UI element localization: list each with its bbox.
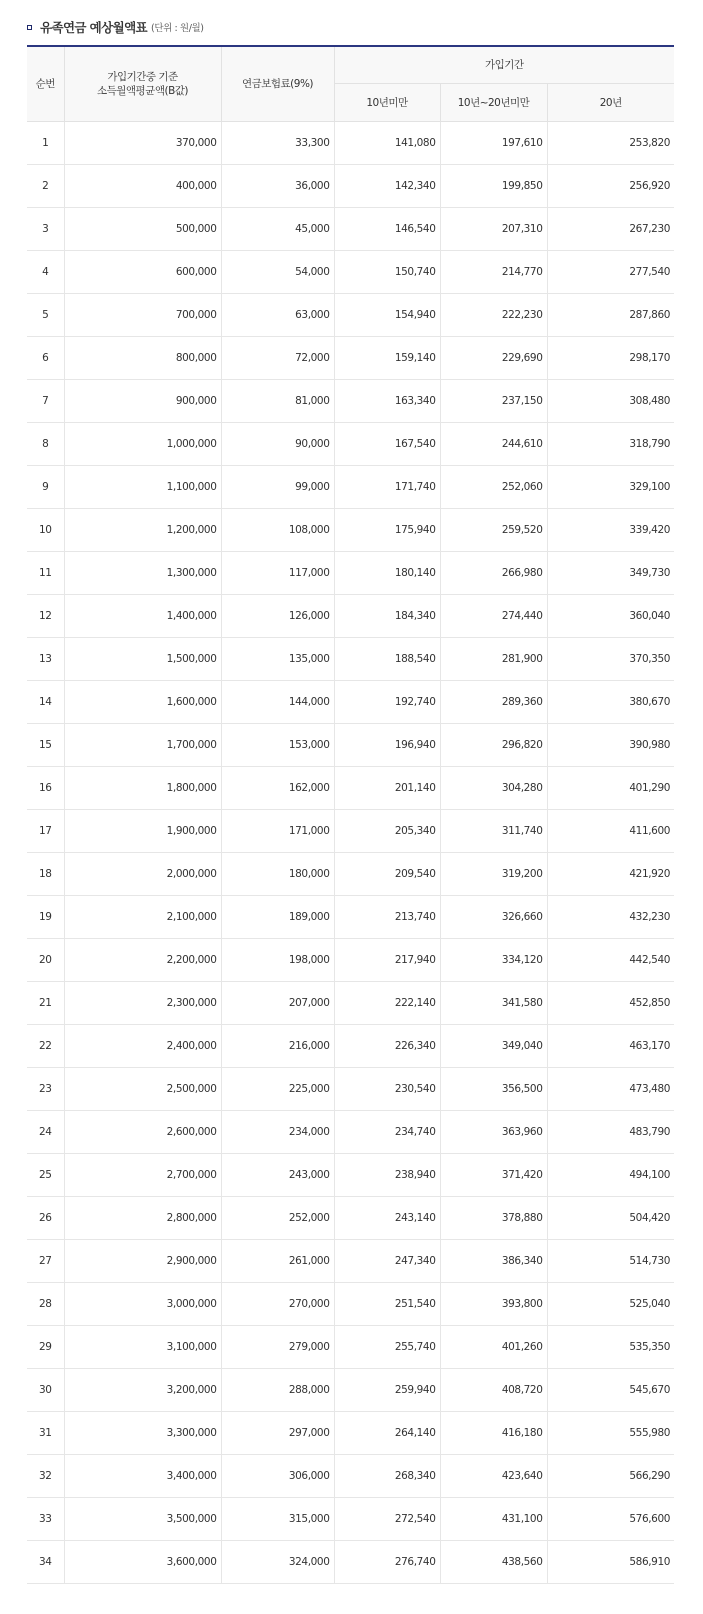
cell-premium: 63,000	[221, 294, 334, 337]
header-under-10-years: 10년미만	[334, 84, 440, 122]
cell-no: 28	[27, 1283, 64, 1326]
cell-income: 1,600,000	[64, 681, 221, 724]
cell-income: 1,500,000	[64, 638, 221, 681]
cell-premium: 81,000	[221, 380, 334, 423]
table-row	[27, 251, 674, 294]
cell-20-years: 411,600	[547, 810, 674, 853]
cell-premium: 126,000	[221, 595, 334, 638]
cell-under-10-years: 196,940	[334, 724, 440, 767]
cell-20-years: 494,100	[547, 1154, 674, 1197]
table-row	[27, 1498, 674, 1541]
cell-income: 1,200,000	[64, 509, 221, 552]
cell-10-to-20-years: 408,720	[440, 1369, 547, 1412]
cell-no: 1	[27, 122, 64, 165]
cell-10-to-20-years: 252,060	[440, 466, 547, 509]
cell-under-10-years: 259,940	[334, 1369, 440, 1412]
cell-income: 1,700,000	[64, 724, 221, 767]
cell-10-to-20-years: 207,310	[440, 208, 547, 251]
cell-20-years: 277,540	[547, 251, 674, 294]
cell-premium: 162,000	[221, 767, 334, 810]
table-row	[27, 552, 674, 595]
cell-no: 17	[27, 810, 64, 853]
cell-10-to-20-years: 349,040	[440, 1025, 547, 1068]
cell-income: 2,600,000	[64, 1111, 221, 1154]
cell-under-10-years: 175,940	[334, 509, 440, 552]
cell-10-to-20-years: 259,520	[440, 509, 547, 552]
cell-no: 14	[27, 681, 64, 724]
cell-income: 900,000	[64, 380, 221, 423]
table-row	[27, 638, 674, 681]
table-row	[27, 1154, 674, 1197]
cell-no: 33	[27, 1498, 64, 1541]
cell-under-10-years: 163,340	[334, 380, 440, 423]
table-row	[27, 1025, 674, 1068]
cell-income: 1,000,000	[64, 423, 221, 466]
cell-premium: 135,000	[221, 638, 334, 681]
cell-no: 10	[27, 509, 64, 552]
cell-under-10-years: 201,140	[334, 767, 440, 810]
cell-no: 31	[27, 1412, 64, 1455]
cell-no: 18	[27, 853, 64, 896]
title-text: 유족연금 예상월액표	[40, 20, 148, 35]
cell-20-years: 370,350	[547, 638, 674, 681]
table-row	[27, 1068, 674, 1111]
cell-20-years: 483,790	[547, 1111, 674, 1154]
cell-10-to-20-years: 304,280	[440, 767, 547, 810]
table-row	[27, 380, 674, 423]
table-title	[27, 16, 204, 38]
cell-income: 700,000	[64, 294, 221, 337]
table-row	[27, 595, 674, 638]
cell-under-10-years: 184,340	[334, 595, 440, 638]
cell-under-10-years: 171,740	[334, 466, 440, 509]
cell-income: 400,000	[64, 165, 221, 208]
cell-under-10-years: 238,940	[334, 1154, 440, 1197]
cell-20-years: 380,670	[547, 681, 674, 724]
header-income-line2: 소득월액평균액(B값)	[96, 85, 189, 97]
table-row	[27, 939, 674, 982]
cell-premium: 315,000	[221, 1498, 334, 1541]
cell-premium: 225,000	[221, 1068, 334, 1111]
cell-income: 3,500,000	[64, 1498, 221, 1541]
cell-10-to-20-years: 431,100	[440, 1498, 547, 1541]
cell-no: 11	[27, 552, 64, 595]
cell-no: 3	[27, 208, 64, 251]
cell-income: 1,400,000	[64, 595, 221, 638]
cell-under-10-years: 276,740	[334, 1541, 440, 1584]
cell-premium: 198,000	[221, 939, 334, 982]
table-row	[27, 1541, 674, 1584]
survivor-pension-table	[27, 45, 674, 1584]
cell-20-years: 555,980	[547, 1412, 674, 1455]
title-unit: (단위 : 원/월)	[151, 23, 204, 34]
cell-20-years: 463,170	[547, 1025, 674, 1068]
cell-under-10-years: 255,740	[334, 1326, 440, 1369]
cell-10-to-20-years: 244,610	[440, 423, 547, 466]
cell-no: 21	[27, 982, 64, 1025]
cell-20-years: 432,230	[547, 896, 674, 939]
cell-20-years: 401,290	[547, 767, 674, 810]
table-row	[27, 1111, 674, 1154]
cell-premium: 36,000	[221, 165, 334, 208]
cell-10-to-20-years: 326,660	[440, 896, 547, 939]
cell-premium: 324,000	[221, 1541, 334, 1584]
cell-premium: 279,000	[221, 1326, 334, 1369]
cell-income: 370,000	[64, 122, 221, 165]
cell-income: 1,100,000	[64, 466, 221, 509]
cell-no: 26	[27, 1197, 64, 1240]
cell-income: 2,800,000	[64, 1197, 221, 1240]
cell-income: 600,000	[64, 251, 221, 294]
cell-income: 2,000,000	[64, 853, 221, 896]
cell-premium: 108,000	[221, 509, 334, 552]
header-premium: 연금보험료(9%)	[221, 46, 334, 122]
cell-10-to-20-years: 356,500	[440, 1068, 547, 1111]
cell-20-years: 504,420	[547, 1197, 674, 1240]
table-row	[27, 165, 674, 208]
cell-no: 2	[27, 165, 64, 208]
cell-10-to-20-years: 334,120	[440, 939, 547, 982]
cell-no: 29	[27, 1326, 64, 1369]
cell-10-to-20-years: 386,340	[440, 1240, 547, 1283]
cell-no: 15	[27, 724, 64, 767]
cell-10-to-20-years: 371,420	[440, 1154, 547, 1197]
cell-under-10-years: 217,940	[334, 939, 440, 982]
cell-income: 1,900,000	[64, 810, 221, 853]
header-income-line1: 가입기간중 기준	[107, 71, 178, 83]
cell-under-10-years: 234,740	[334, 1111, 440, 1154]
cell-income: 3,400,000	[64, 1455, 221, 1498]
cell-20-years: 452,850	[547, 982, 674, 1025]
cell-premium: 180,000	[221, 853, 334, 896]
cell-premium: 297,000	[221, 1412, 334, 1455]
cell-no: 20	[27, 939, 64, 982]
cell-premium: 99,000	[221, 466, 334, 509]
cell-income: 3,300,000	[64, 1412, 221, 1455]
cell-20-years: 287,860	[547, 294, 674, 337]
cell-20-years: 256,920	[547, 165, 674, 208]
cell-no: 30	[27, 1369, 64, 1412]
cell-premium: 90,000	[221, 423, 334, 466]
cell-under-10-years: 268,340	[334, 1455, 440, 1498]
table-body	[27, 122, 674, 1584]
cell-under-10-years: 209,540	[334, 853, 440, 896]
cell-no: 25	[27, 1154, 64, 1197]
header-20-years: 20년	[547, 84, 674, 122]
cell-income: 2,400,000	[64, 1025, 221, 1068]
cell-premium: 252,000	[221, 1197, 334, 1240]
cell-20-years: 329,100	[547, 466, 674, 509]
cell-no: 4	[27, 251, 64, 294]
cell-20-years: 566,290	[547, 1455, 674, 1498]
cell-no: 6	[27, 337, 64, 380]
cell-10-to-20-years: 341,580	[440, 982, 547, 1025]
cell-10-to-20-years: 266,980	[440, 552, 547, 595]
cell-10-to-20-years: 296,820	[440, 724, 547, 767]
cell-no: 8	[27, 423, 64, 466]
cell-under-10-years: 146,540	[334, 208, 440, 251]
cell-no: 24	[27, 1111, 64, 1154]
cell-premium: 33,300	[221, 122, 334, 165]
cell-under-10-years: 247,340	[334, 1240, 440, 1283]
cell-under-10-years: 150,740	[334, 251, 440, 294]
cell-under-10-years: 205,340	[334, 810, 440, 853]
cell-under-10-years: 188,540	[334, 638, 440, 681]
cell-under-10-years: 222,140	[334, 982, 440, 1025]
cell-under-10-years: 180,140	[334, 552, 440, 595]
cell-income: 2,500,000	[64, 1068, 221, 1111]
table-row	[27, 1197, 674, 1240]
cell-10-to-20-years: 378,880	[440, 1197, 547, 1240]
cell-10-to-20-years: 393,800	[440, 1283, 547, 1326]
table-row	[27, 810, 674, 853]
cell-premium: 261,000	[221, 1240, 334, 1283]
cell-premium: 243,000	[221, 1154, 334, 1197]
cell-20-years: 514,730	[547, 1240, 674, 1283]
header-no: 순번	[27, 46, 64, 122]
cell-20-years: 339,420	[547, 509, 674, 552]
cell-10-to-20-years: 229,690	[440, 337, 547, 380]
cell-premium: 234,000	[221, 1111, 334, 1154]
cell-20-years: 545,670	[547, 1369, 674, 1412]
cell-10-to-20-years: 416,180	[440, 1412, 547, 1455]
cell-income: 500,000	[64, 208, 221, 251]
cell-20-years: 586,910	[547, 1541, 674, 1584]
cell-20-years: 525,040	[547, 1283, 674, 1326]
cell-10-to-20-years: 281,900	[440, 638, 547, 681]
square-bullet-icon	[27, 25, 32, 30]
table-row	[27, 1283, 674, 1326]
cell-10-to-20-years: 199,850	[440, 165, 547, 208]
table-row	[27, 466, 674, 509]
cell-no: 23	[27, 1068, 64, 1111]
cell-income: 2,200,000	[64, 939, 221, 982]
cell-10-to-20-years: 438,560	[440, 1541, 547, 1584]
cell-20-years: 298,170	[547, 337, 674, 380]
cell-20-years: 390,980	[547, 724, 674, 767]
cell-under-10-years: 213,740	[334, 896, 440, 939]
table-row	[27, 337, 674, 380]
table-row	[27, 122, 674, 165]
cell-20-years: 349,730	[547, 552, 674, 595]
cell-premium: 306,000	[221, 1455, 334, 1498]
table-row	[27, 896, 674, 939]
table-row	[27, 423, 674, 466]
cell-premium: 54,000	[221, 251, 334, 294]
cell-20-years: 535,350	[547, 1326, 674, 1369]
cell-income: 3,000,000	[64, 1283, 221, 1326]
cell-no: 32	[27, 1455, 64, 1498]
header-income	[64, 46, 221, 122]
cell-under-10-years: 141,080	[334, 122, 440, 165]
table-row	[27, 681, 674, 724]
cell-20-years: 442,540	[547, 939, 674, 982]
cell-no: 27	[27, 1240, 64, 1283]
cell-premium: 144,000	[221, 681, 334, 724]
cell-premium: 207,000	[221, 982, 334, 1025]
table-row	[27, 1369, 674, 1412]
cell-20-years: 421,920	[547, 853, 674, 896]
cell-no: 16	[27, 767, 64, 810]
cell-premium: 288,000	[221, 1369, 334, 1412]
cell-20-years: 360,040	[547, 595, 674, 638]
header-period: 가입기간	[334, 46, 674, 84]
table-row	[27, 853, 674, 896]
cell-10-to-20-years: 274,440	[440, 595, 547, 638]
cell-under-10-years: 272,540	[334, 1498, 440, 1541]
cell-income: 2,900,000	[64, 1240, 221, 1283]
table-row	[27, 982, 674, 1025]
table-row	[27, 294, 674, 337]
cell-income: 2,300,000	[64, 982, 221, 1025]
cell-20-years: 267,230	[547, 208, 674, 251]
cell-no: 34	[27, 1541, 64, 1584]
cell-income: 800,000	[64, 337, 221, 380]
cell-no: 9	[27, 466, 64, 509]
cell-income: 1,300,000	[64, 552, 221, 595]
cell-no: 7	[27, 380, 64, 423]
cell-10-to-20-years: 237,150	[440, 380, 547, 423]
cell-under-10-years: 192,740	[334, 681, 440, 724]
cell-under-10-years: 230,540	[334, 1068, 440, 1111]
cell-premium: 153,000	[221, 724, 334, 767]
cell-10-to-20-years: 363,960	[440, 1111, 547, 1154]
cell-under-10-years: 264,140	[334, 1412, 440, 1455]
header-10-to-20-years: 10년~20년미만	[440, 84, 547, 122]
table-row	[27, 1326, 674, 1369]
cell-income: 3,200,000	[64, 1369, 221, 1412]
table-row	[27, 1412, 674, 1455]
cell-under-10-years: 142,340	[334, 165, 440, 208]
cell-10-to-20-years: 289,360	[440, 681, 547, 724]
cell-income: 3,100,000	[64, 1326, 221, 1369]
cell-under-10-years: 167,540	[334, 423, 440, 466]
cell-premium: 216,000	[221, 1025, 334, 1068]
table-row	[27, 208, 674, 251]
table-row	[27, 724, 674, 767]
cell-premium: 72,000	[221, 337, 334, 380]
cell-premium: 270,000	[221, 1283, 334, 1326]
cell-under-10-years: 159,140	[334, 337, 440, 380]
cell-premium: 189,000	[221, 896, 334, 939]
cell-10-to-20-years: 423,640	[440, 1455, 547, 1498]
cell-under-10-years: 154,940	[334, 294, 440, 337]
table-row	[27, 1455, 674, 1498]
cell-20-years: 308,480	[547, 380, 674, 423]
cell-income: 2,100,000	[64, 896, 221, 939]
cell-20-years: 473,480	[547, 1068, 674, 1111]
cell-under-10-years: 226,340	[334, 1025, 440, 1068]
table-row	[27, 767, 674, 810]
cell-premium: 171,000	[221, 810, 334, 853]
cell-income: 2,700,000	[64, 1154, 221, 1197]
cell-income: 1,800,000	[64, 767, 221, 810]
cell-20-years: 253,820	[547, 122, 674, 165]
cell-income: 3,600,000	[64, 1541, 221, 1584]
cell-10-to-20-years: 197,610	[440, 122, 547, 165]
cell-no: 5	[27, 294, 64, 337]
cell-20-years: 318,790	[547, 423, 674, 466]
cell-10-to-20-years: 222,230	[440, 294, 547, 337]
cell-20-years: 576,600	[547, 1498, 674, 1541]
cell-no: 19	[27, 896, 64, 939]
cell-no: 12	[27, 595, 64, 638]
cell-premium: 117,000	[221, 552, 334, 595]
cell-under-10-years: 251,540	[334, 1283, 440, 1326]
cell-no: 22	[27, 1025, 64, 1068]
table-row	[27, 509, 674, 552]
cell-under-10-years: 243,140	[334, 1197, 440, 1240]
cell-10-to-20-years: 401,260	[440, 1326, 547, 1369]
cell-10-to-20-years: 319,200	[440, 853, 547, 896]
cell-no: 13	[27, 638, 64, 681]
cell-premium: 45,000	[221, 208, 334, 251]
table-row	[27, 1240, 674, 1283]
pension-table-container	[27, 45, 674, 1584]
cell-10-to-20-years: 214,770	[440, 251, 547, 294]
cell-10-to-20-years: 311,740	[440, 810, 547, 853]
